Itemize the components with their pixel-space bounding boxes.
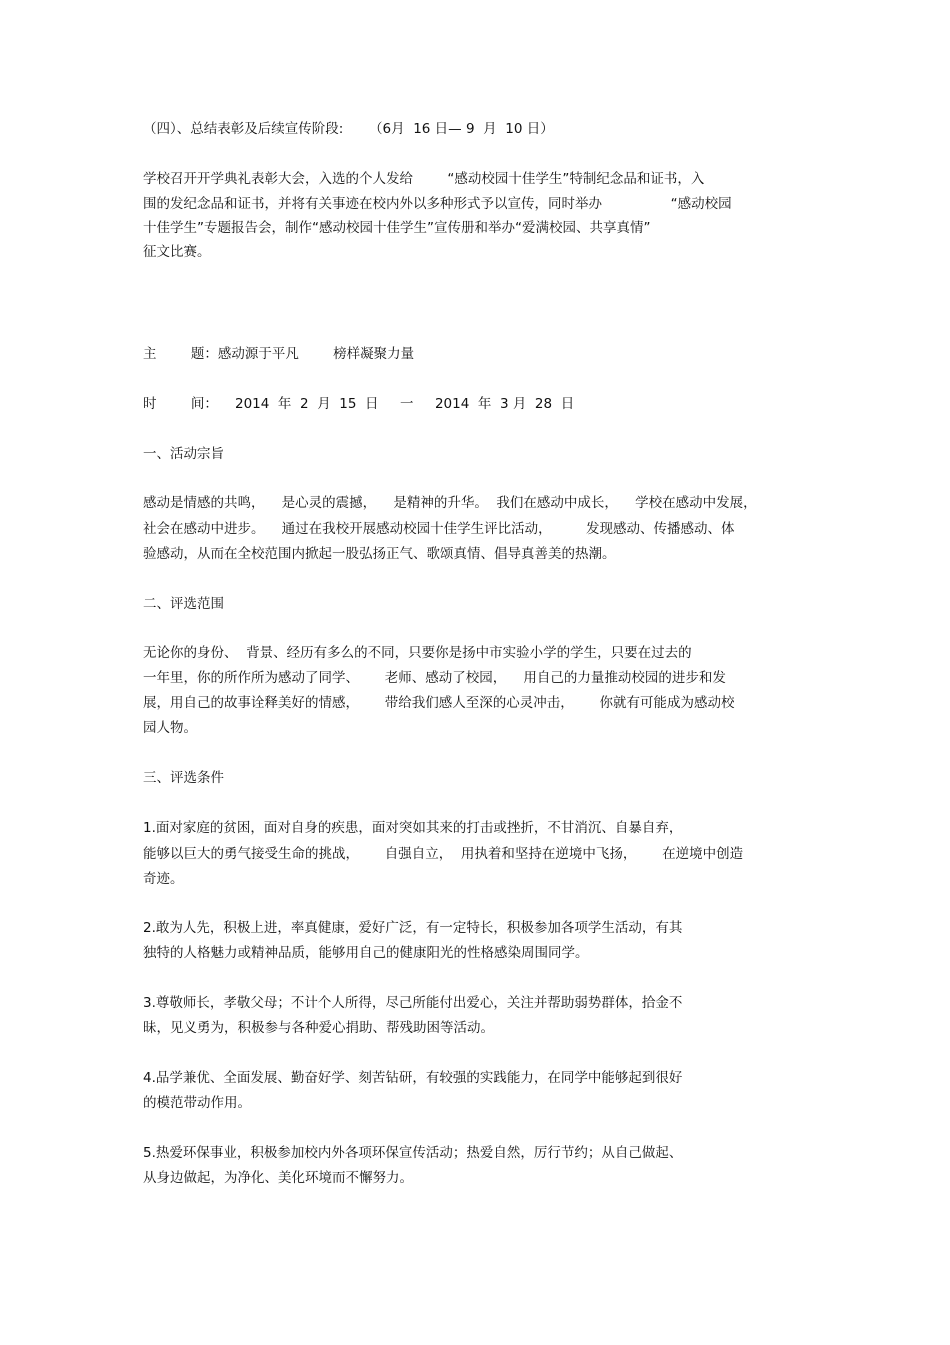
scope-paragraph-line: 一年里，你的所作所为感动了同学、 老师、感动了校园， 用自己的力量推动校园的进步和发 <box>143 670 726 686</box>
criterion-line: 1.面对家庭的贫困，面对自身的疾患，面对突如其来的打击或挫折，不甘消沉、自暴自弃， <box>143 820 683 836</box>
criterion-line: 奇迹。 <box>143 871 184 887</box>
stage-paragraph-line: 围的发纪念品和证书，并将有关事迹在校内外以多种形式予以宣传，同时举办 “感动校园 <box>143 196 732 212</box>
section-title-scope: 二、评选范围 <box>143 596 224 612</box>
purpose-paragraph-line: 社会在感动中进步。 通过在我校开展感动校园十佳学生评比活动， 发现感动、传播感动、体 <box>143 521 735 537</box>
time-line: 时 间： 2014 年 2 月 15 日 一 2014 年 3 月 28 日 <box>143 396 575 412</box>
stage-paragraph-line: 十佳学生”专题报告会，制作“感动校园十佳学生”宣传册和举办“爱满校园、共享真情” <box>143 220 651 236</box>
scope-paragraph-line: 展，用自己的故事诠释美好的情感， 带给我们感人至深的心灵冲击， 你就有可能成为感动校 <box>143 695 735 711</box>
criterion-line: 昧，见义勇为，积极参与各种爱心捐助、帮残助困等活动。 <box>143 1020 494 1036</box>
criterion-line: 5.热爱环保事业，积极参加校内外各项环保宣传活动；热爱自然，厉行节约；从自己做起、 <box>143 1145 683 1161</box>
scope-paragraph-line: 无论你的身份、 背景、经历有多么的不同，只要你是扬中市实验小学的学生，只要在过去的 <box>143 645 692 661</box>
purpose-paragraph-line: 验感动，从而在全校范围内掀起一股弘扬正气、歌颂真情、倡导真善美的热潮。 <box>143 546 616 562</box>
criterion-line: 能够以巨大的勇气接受生命的挑战， 自强自立， 用执着和坚持在逆境中飞扬， 在逆境中创造 <box>143 846 744 862</box>
purpose-paragraph-line: 感动是情感的共鸣， 是心灵的震撼， 是精神的升华。 我们在感动中成长， 学校在感动中发展， <box>143 495 757 511</box>
stage-heading: （四）、总结表彰及后续宣传阶段: （6月 16 日— 9 月 10 日） <box>143 121 554 137</box>
criterion-line: 从身边做起，为净化、美化环境而不懈努力。 <box>143 1170 413 1186</box>
theme-line: 主 题：感动源于平凡 榜样凝聚力量 <box>143 346 415 362</box>
criterion-line: 独特的人格魅力或精神品质，能够用自己的健康阳光的性格感染周围同学。 <box>143 945 589 961</box>
scope-paragraph-line: 园人物。 <box>143 720 197 736</box>
criterion-line: 的模范带动作用。 <box>143 1095 251 1111</box>
stage-paragraph-line: 征文比赛。 <box>143 244 211 260</box>
section-title-criteria: 三、评选条件 <box>143 770 224 786</box>
stage-paragraph-line: 学校召开开学典礼表彰大会，入选的个人发给 “感动校园十佳学生”特制纪念品和证书，入 <box>143 171 705 187</box>
criterion-line: 2.敢为人先，积极上进，率真健康，爱好广泛，有一定特长，积极参加各项学生活动，有其 <box>143 920 683 936</box>
criterion-line: 3.尊敬师长，孝敬父母；不计个人所得，尽己所能付出爱心，关注并帮助弱势群体，拾金不 <box>143 995 683 1011</box>
criterion-line: 4.品学兼优、全面发展、勤奋好学、刻苦钻研，有较强的实践能力，在同学中能够起到很好 <box>143 1070 683 1086</box>
section-title-purpose: 一、活动宗旨 <box>143 446 224 462</box>
